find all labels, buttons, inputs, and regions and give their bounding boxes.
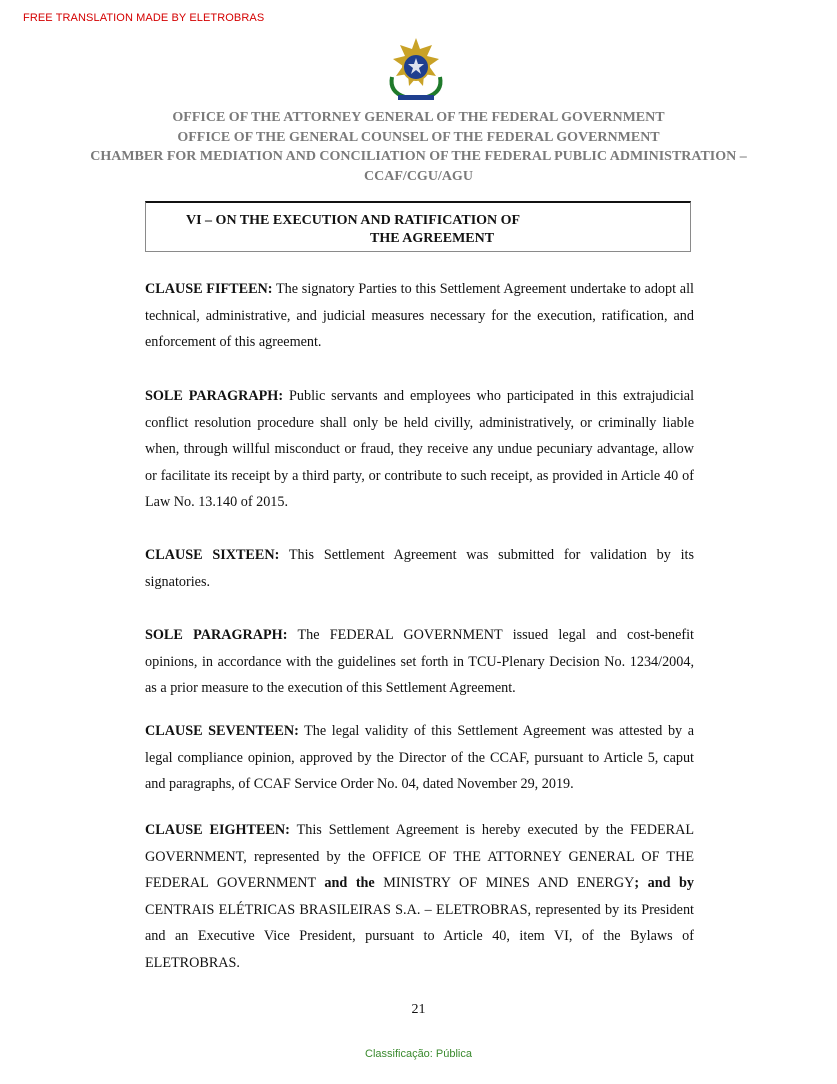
section-title-box (145, 201, 691, 252)
clause-eighteen (145, 817, 694, 976)
section-title-line-1: VI – ON THE EXECUTION AND RATIFICATION OF (186, 213, 521, 228)
paragraph-text: The FEDERAL GOVERNMENT issued legal and cost-benefit opinions, in accordance with the guidelines set forth in TCU-Plenary Decision No. 1234/2004, as a prior measure to the execution of this Settlement Agreement. (145, 627, 694, 696)
clause-conjunction-1: and the (324, 875, 375, 891)
paragraph-label: SOLE PARAGRAPH: (145, 627, 288, 643)
clause-label: CLAUSE SIXTEEN: (145, 547, 280, 563)
header-line-3: CHAMBER FOR MEDIATION AND CONCILIATION OF THE FEDERAL PUBLIC ADMINISTRATION – (90, 149, 747, 164)
clause-label: CLAUSE EIGHTEEN: (145, 822, 290, 838)
sole-paragraph-sixteen (145, 622, 694, 702)
brazil-coat-of-arms-icon (383, 37, 449, 103)
clause-text: The legal validity of this Settlement Agreement was attested by a legal compliance opinion, approved by the Director of the CCAF, pursuant to Article 5, caput and paragraphs, of CCAF Service Order No. 04, dated November 29, 2019. (145, 723, 695, 792)
header-line-2: OFFICE OF THE GENERAL COUNSEL OF THE FEDERAL GOVERNMENT (177, 129, 660, 145)
clause-label: CLAUSE SEVENTEEN: (145, 723, 299, 739)
clause-sixteen (145, 542, 694, 595)
paragraph-text: Public servants and employees who participated in this extrajudicial conflict resolution procedure shall only be held civilly, administratively, or criminally liable when, through willful misconduct or fraud, they receive any undue pecuniary advantage, allow or facilitate its receipt by a third party, or contribute to such receipt, as provided in Article 40 of Law No. 13.140 of 2015. (145, 388, 695, 510)
clause-text-part-3: CENTRAIS ELÉTRICAS BRASILEIRAS S.A. – ELETROBRAS, represented by its President and an Executive Vice President, pursuant to Article 40, item VI, of the Bylaws of ELETROBRAS. (145, 901, 694, 971)
clause-label: CLAUSE FIFTEEN: (145, 281, 273, 297)
page-number: 21 (411, 1002, 426, 1017)
translation-watermark: FREE TRANSLATION MADE BY ELETROBRAS (23, 12, 265, 24)
sole-paragraph-fifteen (145, 383, 694, 516)
header-line-4: CCAF/CGU/AGU (364, 168, 473, 184)
clause-text: This Settlement Agreement was submitted for validation by its signatories. (145, 547, 694, 590)
classification-label: Classificação: Pública (365, 1048, 472, 1060)
paragraph-label: SOLE PARAGRAPH: (145, 388, 284, 404)
clause-text: The signatory Parties to this Settlement Agreement undertake to adopt all technical, administrative, and judicial measures necessary for the execution, ratification, and enforcement of this agreement. (145, 281, 694, 350)
clause-conjunction-2: ; and by (634, 875, 695, 891)
header-line-1: OFFICE OF THE ATTORNEY GENERAL OF THE FEDERAL GOVERNMENT (172, 110, 665, 125)
clause-text-part-2: MINISTRY OF MINES AND ENERGY (383, 875, 635, 891)
document-header (0, 108, 837, 186)
section-title-line-2: THE AGREEMENT (370, 231, 495, 246)
clause-seventeen (145, 718, 694, 798)
clause-fifteen (145, 276, 694, 356)
clause-text-part-1: This Settlement Agreement is hereby executed by the FEDERAL GOVERNMENT, represented by the OFFICE OF THE ATTORNEY GENERAL OF THE FEDERAL GOVERNMENT (145, 822, 695, 891)
